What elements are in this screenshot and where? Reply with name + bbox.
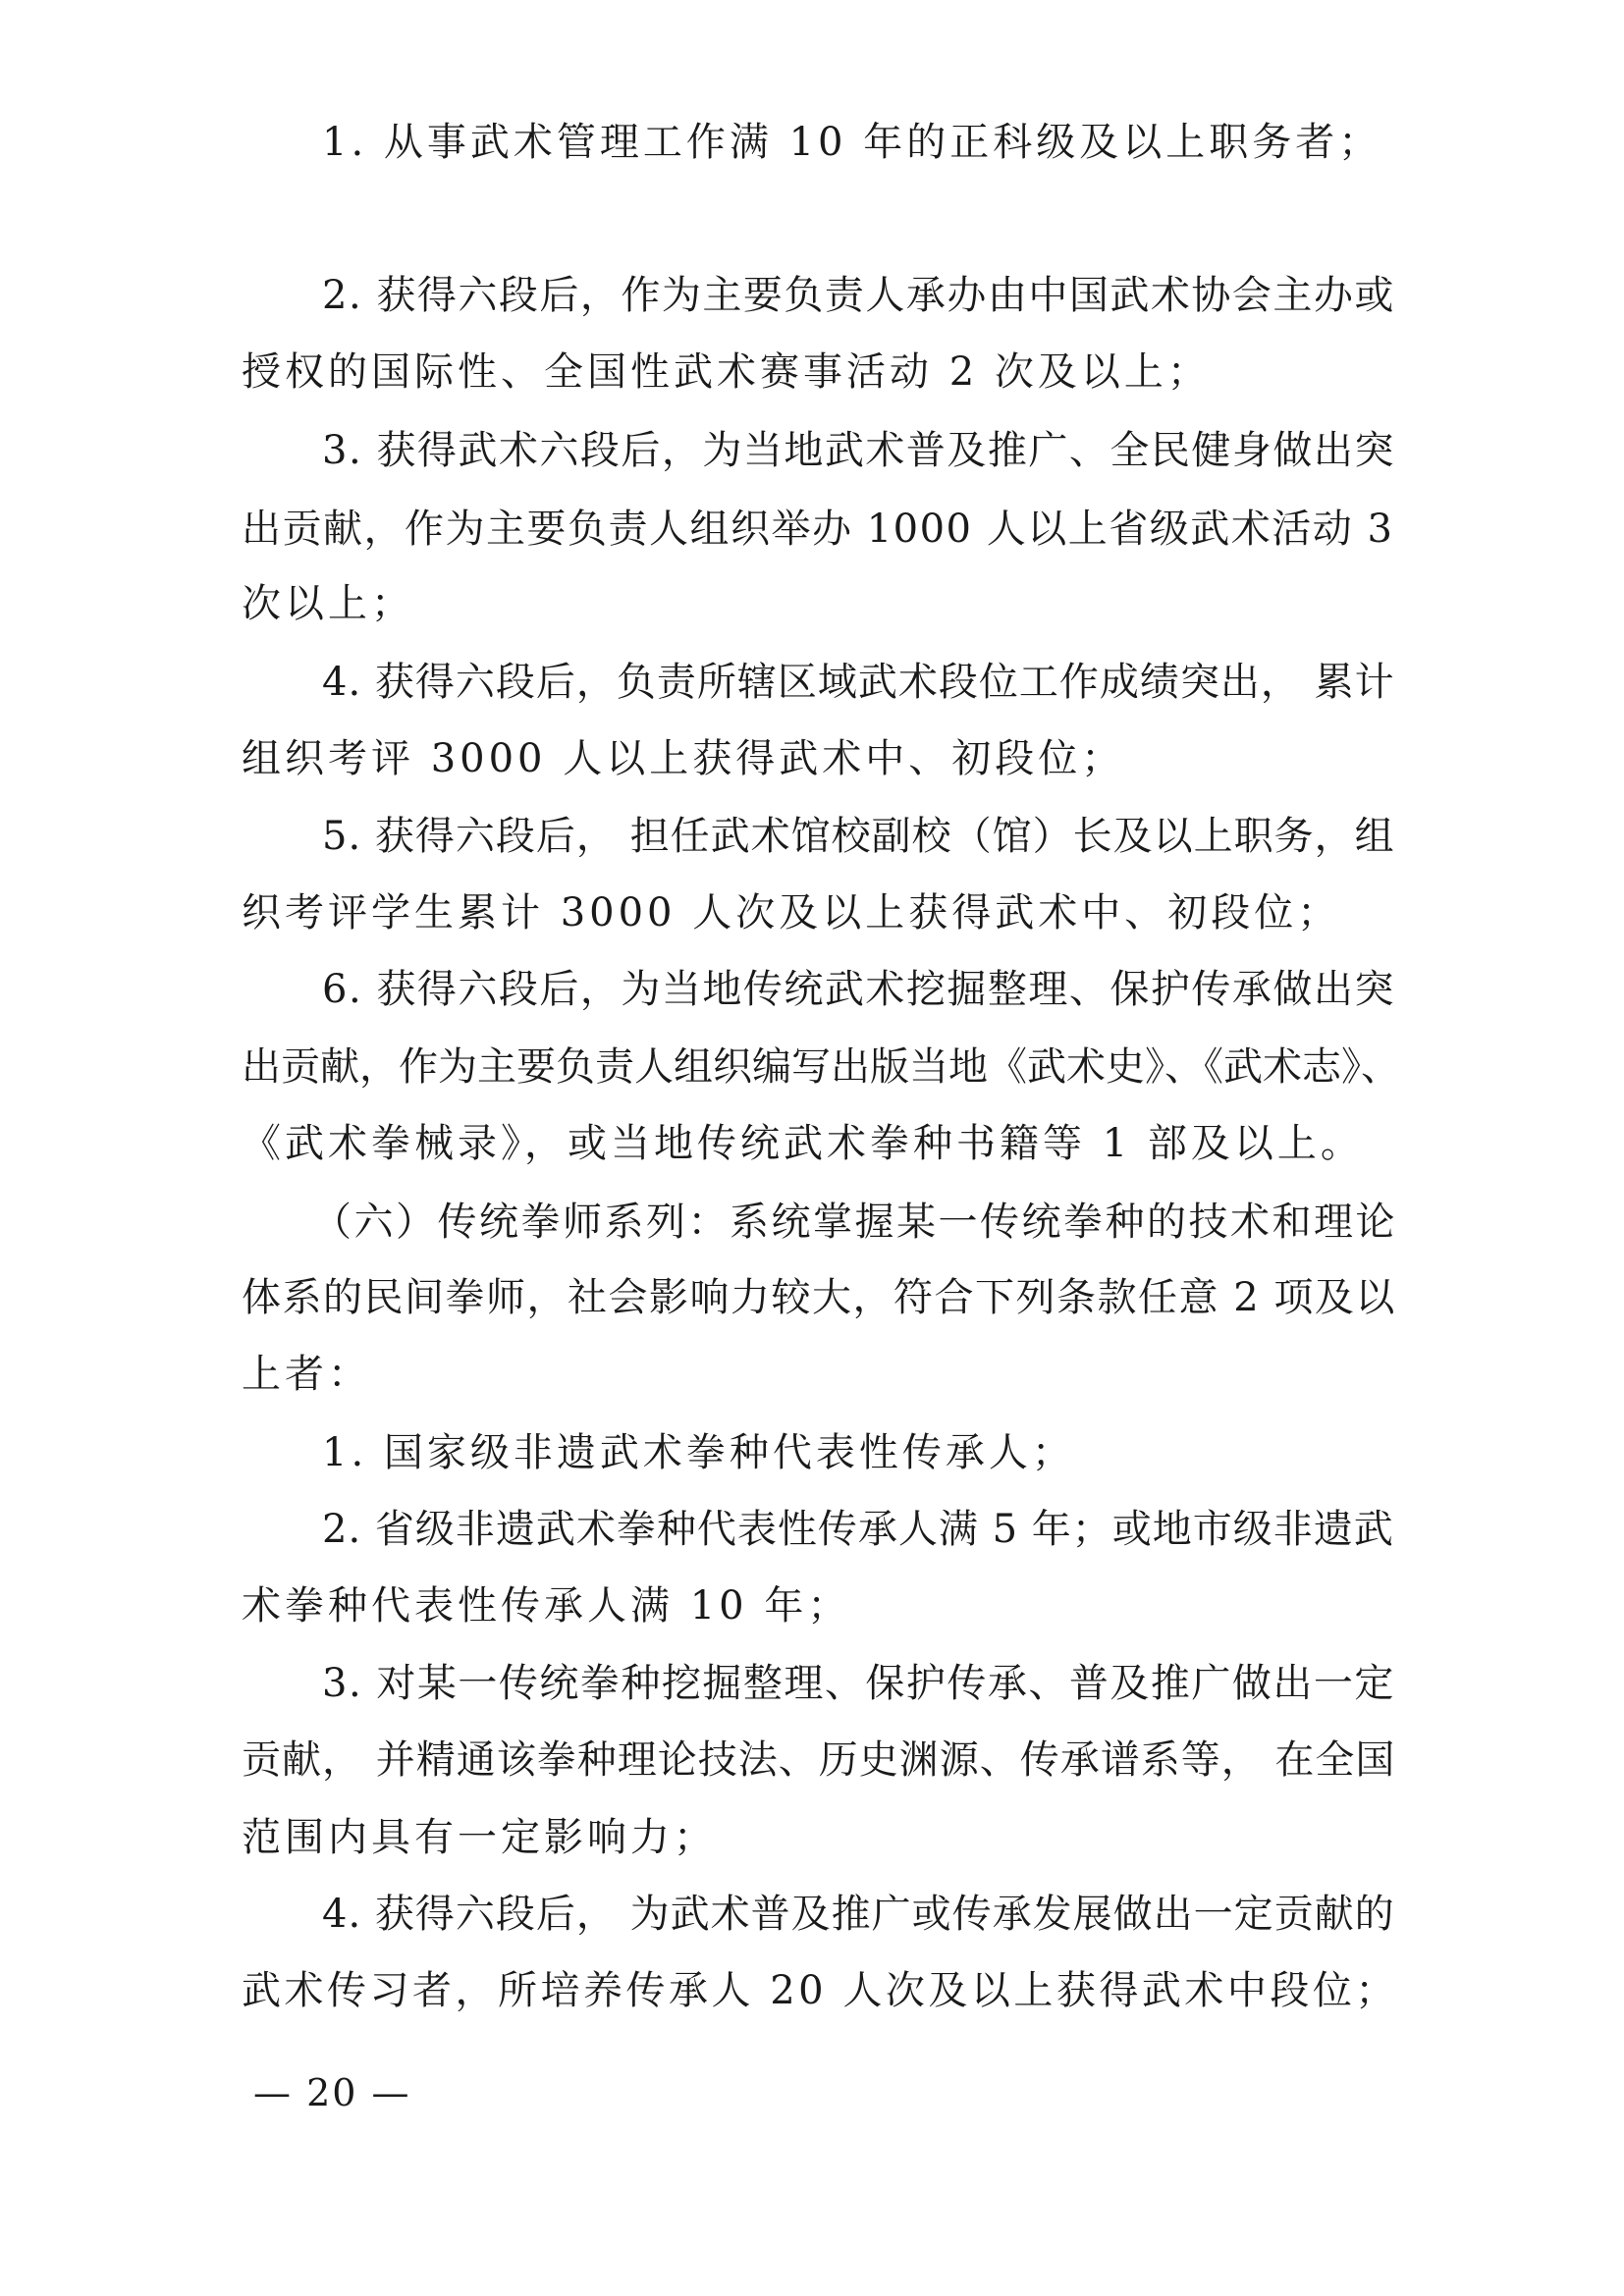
item-5-line-1: 5. 获得六段后， 担任武术馆校副校（馆）长及以上职务，组 (322, 814, 1395, 859)
item-4-line-1: 4. 获得六段后，负责所辖区域武术段位工作成绩突出， 累计 (322, 660, 1395, 705)
item-6-line-2: 出贡献，作为主要负责人组织编写出版当地《武术史》、《武术志》、 (242, 1044, 1400, 1090)
item-1-line-1: 1. 从事武术管理工作满 10 年的正科级及以上职务者； (322, 120, 1382, 165)
sub-item-2-line-2: 术拳种代表性传承人满 10 年； (242, 1583, 851, 1629)
sub-item-3-line-3: 范围内具有一定影响力； (242, 1815, 717, 1860)
item-2-line-1: 2. 获得六段后，作为主要负责人承办由中国武术协会主办或 (322, 273, 1395, 318)
sub-item-2-line-1: 2. 省级非遗武术拳种代表性传承人满 5 年；或地市级非遗武 (322, 1507, 1394, 1552)
section-six-line-3: 上者： (242, 1352, 371, 1397)
item-6-line-3: 《武术拳械录》，或当地传统武术拳种书籍等 1 部及以上。 (242, 1121, 1364, 1166)
section-six-line-1: （六）传统拳师系列：系统掌握某一传统拳种的技术和理论 (312, 1200, 1397, 1245)
sub-item-4-line-2: 武术传习者，所培养传承人 20 人次及以上获得武术中段位； (242, 1968, 1398, 2013)
item-4-line-2: 组织考评 3000 人以上获得武术中、初段位； (242, 736, 1125, 781)
sub-item-4-line-1: 4. 获得六段后， 为武术普及推广或传承发展做出一定贡献的 (322, 1892, 1395, 1937)
item-3-line-1: 3. 获得武术六段后，为当地武术普及推广、全民健身做出突 (322, 428, 1395, 473)
page-number: — 20 — (253, 2071, 411, 2114)
sub-item-1-line-1: 1. 国家级非遗武术拳种代表性传承人； (322, 1430, 1075, 1475)
item-6-line-1: 6. 获得六段后，为当地传统武术挖掘整理、保护传承做出突 (322, 967, 1395, 1012)
item-3-line-2: 出贡献，作为主要负责人组织举办 1000 人以上省级武术活动 3 (242, 507, 1394, 552)
sub-item-3-line-2: 贡献， 并精通该拳种理论技法、历史渊源、传承谱系等， 在全国 (242, 1737, 1396, 1783)
section-six-line-2: 体系的民间拳师，社会影响力较大，符合下列条款任意 2 项及以 (242, 1275, 1396, 1320)
item-3-line-3: 次以上； (242, 581, 414, 626)
item-5-line-2: 织考评学生累计 3000 人次及以上获得武术中、初段位； (242, 890, 1341, 935)
item-2-line-2: 授权的国际性、全国性武术赛事活动 2 次及以上； (242, 349, 1211, 395)
sub-item-3-line-1: 3. 对某一传统拳种挖掘整理、保护传承、普及推广做出一定 (322, 1661, 1395, 1706)
